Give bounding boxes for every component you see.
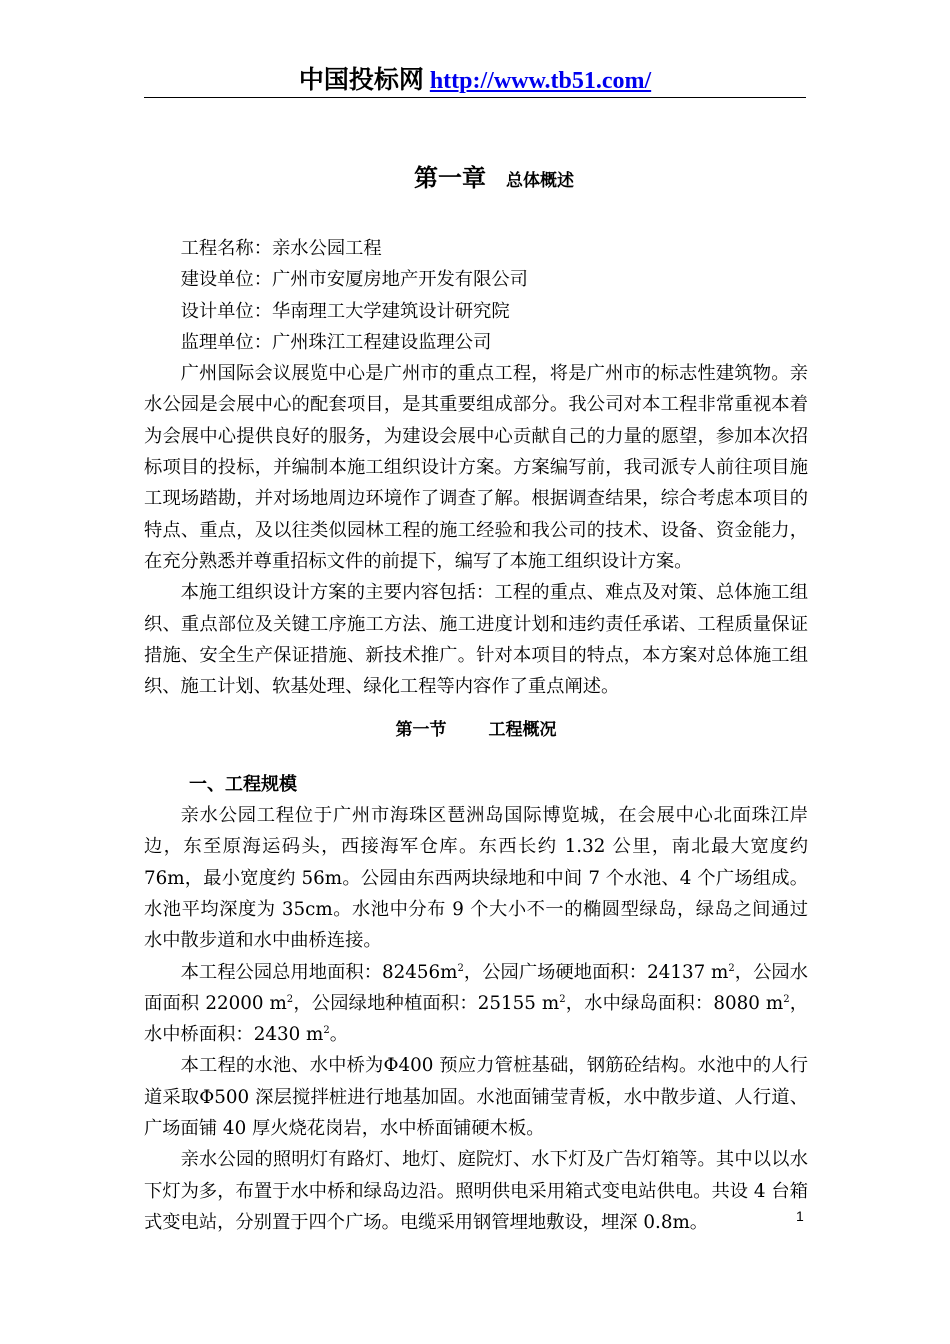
header-divider [144,97,806,98]
page-number: 1 [796,1208,804,1224]
content-paragraph: 本施工组织设计方案的主要内容包括：工程的重点、难点及对策、总体施工组织、重点部位及关键工序施工方法、施工进度计划和违约责任承诺、工程质量保证措施、安全生产保证措施、新技术推广。针对本项目的特点，本方案对总体施工组织、施工计划、软基处理、绿化工程等内容作了重点阐述。 [144,582,808,698]
island-area: 8080 m [713,992,784,1014]
chapter-subtitle: 总体概述 [506,171,574,191]
plaza-area: 24137 m [647,961,729,983]
section-title: 工程概况 [488,720,557,741]
total-area: 82456m [382,961,458,983]
document-body [144,233,808,1238]
section-heading [144,715,808,746]
page-header [144,62,806,99]
chapter-label: 第一章 [414,163,486,192]
structure-paragraph: 本工程的水池、水中桥为Φ400 预应力管桩基础，钢筋砼结构。水池中的人行道采取Φ500 深层搅拌桩进行地基加固。水池面铺莹青板，水中散步道、人行道、广场面铺 40 厚火烧花岗岩，水中桥面铺硬木板。 [144,1055,808,1140]
project-name-field: 工程名称：亲水公园工程 [180,238,382,259]
intro-paragraph: 广州国际会议展览中心是广州市的重点工程，将是广州市的标志性建筑物。亲水公园是会展中心的配套项目，是其重要组成部分。我公司对本工程非常重视本着为会展中心提供良好的服务，为建设会展中心贡献自己的力量的愿望，参加本次招标项目的投标，并编制本施工组织设计方案。方案编写前，我司派专人前往项目施工现场踏勘，并对场地周边环境作了调查了解。根据调查结果，综合考虑本项目的特点、重点，及以往类似园林工程的施工经验和我公司的技术、设备、资金能力，在充分熟悉并尊重招标文件的前提下，编写了本施工组织设计方案。 [144,363,808,572]
bridge-area: 2430 m [253,1024,324,1046]
site-name: 中国投标网 [298,65,424,94]
developer-field: 建设单位：广州市安厦房地产开发有限公司 [180,269,528,291]
green-area: 25155 m [477,992,560,1014]
location-paragraph: 亲水公园工程位于广州市海珠区琶洲岛国际博览城，在会展中心北面珠江岸边，东至原海运码头，西接海军仓库。东西长约 1.32 公里，南北最大宽度约 76m，最小宽度约 56m。公园由东西两块绿地和中间 7 个水池、4 个广场组成。水池平均深度为 35cm。水池中分布 9 个大小不一的椭圆型绿岛，绿岛之间通过水中散步道和水中曲桥连接。 [144,805,808,952]
chapter-title [144,160,844,199]
area-paragraph: 本工程公园总用地面积：$82456m^2$，公园广场硬地面积：24137 $m^2$，公园水面面积 22000 $m^2$，公园绿地种植面积：25155 $m^2$，水中绿岛面积：8080 $m^2$，水中桥面积：2430 $m^2$。 [144,961,809,1046]
subsection-heading: 一、工程规模 [189,773,297,795]
water-area: 22000 m [205,992,287,1014]
site-url-link[interactable]: http://www.tb51.com/ [429,68,652,94]
section-label: 第一节 [395,720,447,741]
designer-field: 设计单位：华南理工大学建筑设计研究院 [180,300,510,322]
lighting-paragraph: 亲水公园的照明灯有路灯、地灯、庭院灯、水下灯及广告灯箱等。其中以以水下灯为多，布置于水中桥和绿岛边沿。照明供电采用箱式变电站供电。共设 4 台箱式变电站，分别置于四个广场。电缆采用钢管埋地敷设，埋深 0.8m。 [144,1149,808,1233]
supervisor-field: 监理单位：广州珠江工程建设监理公司 [180,331,492,353]
